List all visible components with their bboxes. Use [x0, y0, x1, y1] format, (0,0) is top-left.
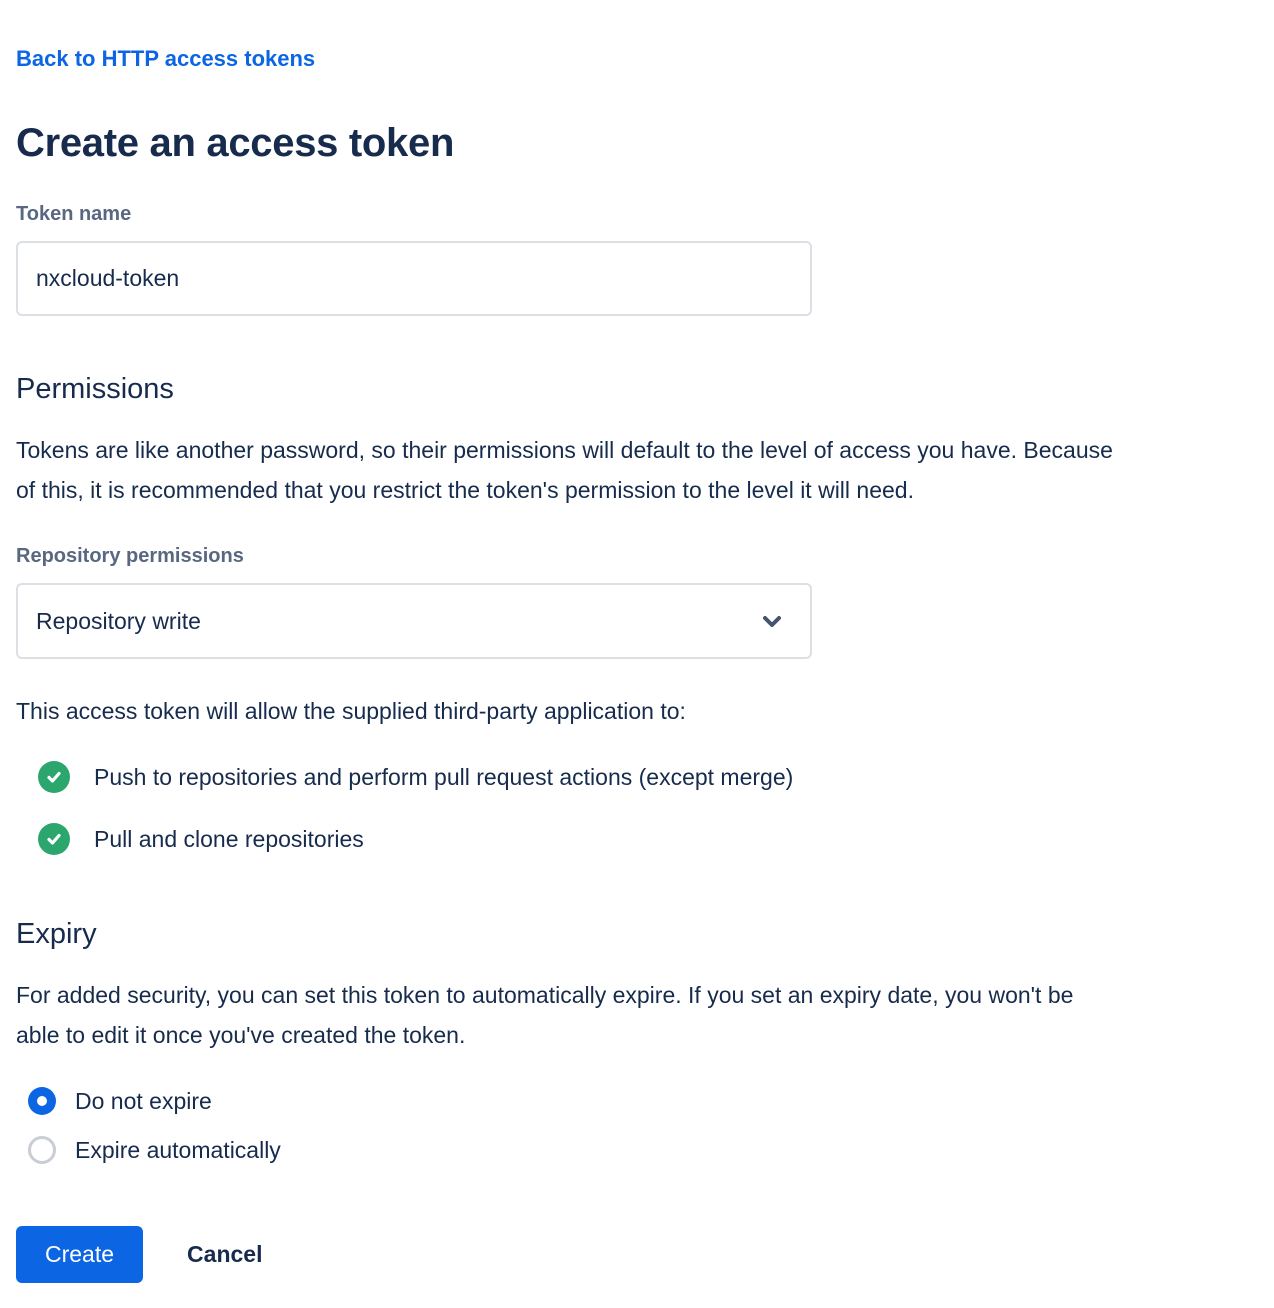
create-button[interactable]: Create [16, 1226, 143, 1283]
repository-permissions-label: Repository permissions [16, 545, 244, 567]
radio-do-not-expire[interactable] [28, 1087, 1258, 1115]
repository-permissions-select[interactable] [16, 583, 812, 659]
select-selected-value: Repository write [36, 607, 201, 634]
check-circle-icon [38, 761, 70, 793]
permissions-description: Tokens are like another password, so their permissions will default to the level of access you have. Because of this, it is recommended that you restrict the token's permission to the level it will need. [16, 437, 1113, 503]
capability-item-pull [38, 823, 1258, 855]
expiry-heading: Expiry [16, 918, 97, 950]
permissions-heading: Permissions [16, 373, 174, 405]
radio-label: Expire automatically [75, 1137, 281, 1163]
page-title: Create an access token [16, 121, 455, 165]
cancel-button[interactable]: Cancel [187, 1241, 263, 1267]
back-link[interactable]: Back to HTTP access tokens [16, 46, 316, 71]
capabilities-list [16, 761, 1258, 855]
radio-expire-automatically[interactable] [28, 1136, 1258, 1164]
radio-label: Do not expire [75, 1088, 212, 1114]
capability-item-push [38, 761, 1258, 793]
expiry-radio-group [28, 1087, 1258, 1164]
radio-selected-icon [28, 1087, 56, 1115]
allow-intro-text: This access token will allow the supplied third-party application to: [16, 698, 686, 724]
radio-unselected-icon [28, 1136, 56, 1164]
expiry-description: For added security, you can set this token to automatically expire. If you set an expiry date, you won't be able to edit it once you've created the token. [16, 982, 1074, 1048]
capability-label: Pull and clone repositories [94, 826, 364, 852]
capability-label: Push to repositories and perform pull request actions (except merge) [94, 764, 794, 790]
chevron-down-icon [758, 607, 786, 635]
form-actions [16, 1226, 1258, 1283]
check-circle-icon [38, 823, 70, 855]
token-name-field [16, 202, 1258, 316]
repository-permissions-field [16, 544, 1258, 659]
token-name-input[interactable] [16, 241, 812, 316]
token-name-label: Token name [16, 203, 132, 225]
